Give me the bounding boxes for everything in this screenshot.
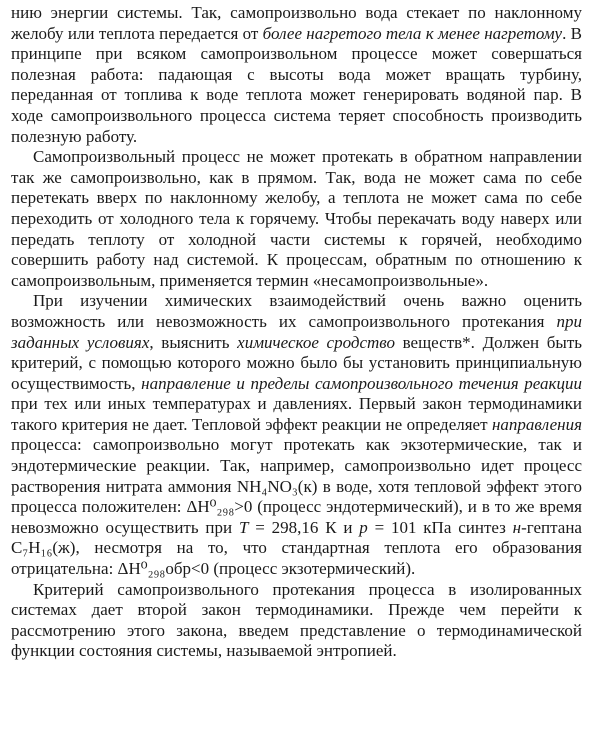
body-text: процесса: самопроизвольно могут протекать как экзотермические, так и эндотермические реакции. Так, например, самопроизвольно идет процесс растворения нитрата аммония [11, 435, 582, 496]
body-text: Самопроизвольный процесс не может протекать в обратном направлении так же самопроизвольно, как в прямом. Так, вода не может сама по себе перетекать вверх по наклонному желобу, а теплота не может сама по себе переходить от холодного тела к горячему. Чтобы перекачать воду наверх или передать теплоту от холодной части системы к горячей, необходимо совершить работу над системой. К процессам, обратным по отношению к самопроизвольным, применяется термин «несамопроизвольные». [11, 147, 582, 290]
body-text: . В принципе при всяком самопроизвольном процессе может совершаться полезная работа: падающая с высоты вода может вращать турбину, переданная от топлива к воде теплота может генерировать водяной пар. В ходе самопроизвольного процесса система теряет способность производить полезную работу. [11, 23, 582, 146]
emphasis-text: T [238, 517, 249, 537]
formula-text: ΔH⁰₂₉₈обр<0 [117, 559, 210, 579]
body-text: (процесс экзотермический). [209, 559, 416, 579]
emphasis-text: н [512, 517, 522, 537]
formula-text: C₇H₁₆(ж) [11, 538, 76, 558]
emphasis-text: химическое сродство [237, 332, 395, 352]
body-text: , несмотря на то, что стандартная теплота его образования отрицательна: [11, 538, 582, 579]
body-text: = 101 кПа синтез [367, 517, 513, 537]
paragraph-2 [11, 147, 582, 291]
body-text: Критерий самопроизвольного протекания процесса в изолированных системах дает второй закон термодинамики. Прежде чем перейти к рассмотрению этого закона, введем представление о термодинамической функции состояния системы, называемой энтропией. [11, 579, 582, 661]
emphasis-text: направление и пределы самопроизвольного течения реакции [141, 373, 583, 393]
body-text: , выяснить [149, 332, 238, 352]
body-text: (процесс эндотермический), и в то же время невозможно осуществить при [11, 497, 582, 537]
body-text: веществ*. Должен быть критерий, с помощью которого можно было бы установить принципиальную осуществимость, [11, 332, 583, 393]
body-text: = 298,16 К и [248, 517, 360, 537]
paragraph-1 [11, 3, 582, 147]
emphasis-text: направления [491, 414, 582, 434]
emphasis-text: p [359, 517, 368, 537]
body-text: При изучении химических взаимодействий очень важно оценить возможность или невозможность их самопроизвольного протекания [11, 291, 582, 331]
paragraph-4 [11, 580, 582, 662]
formula-text: ΔH⁰₂₉₈>0 [186, 497, 253, 517]
body-text: нию энергии системы. Так, самопроизвольно вода стекает по наклонному желобу или теплота передается от [11, 3, 582, 43]
emphasis-text: при заданных условиях [11, 311, 582, 352]
body-text: -гептана [521, 517, 582, 537]
formula-text: NH₄NO₃(к) [236, 476, 318, 496]
body-text: в воде, хотя тепловой эффект этого процесса положителен: [11, 476, 582, 517]
body-text: при тех или иных температурах и давлениях. Первый закон термодинамики такого критерия не дает. Тепловой эффект реакции не определяет [11, 394, 582, 434]
paragraph-3 [11, 291, 582, 579]
emphasis-text: более нагретого тела к менее нагретому [262, 23, 563, 43]
